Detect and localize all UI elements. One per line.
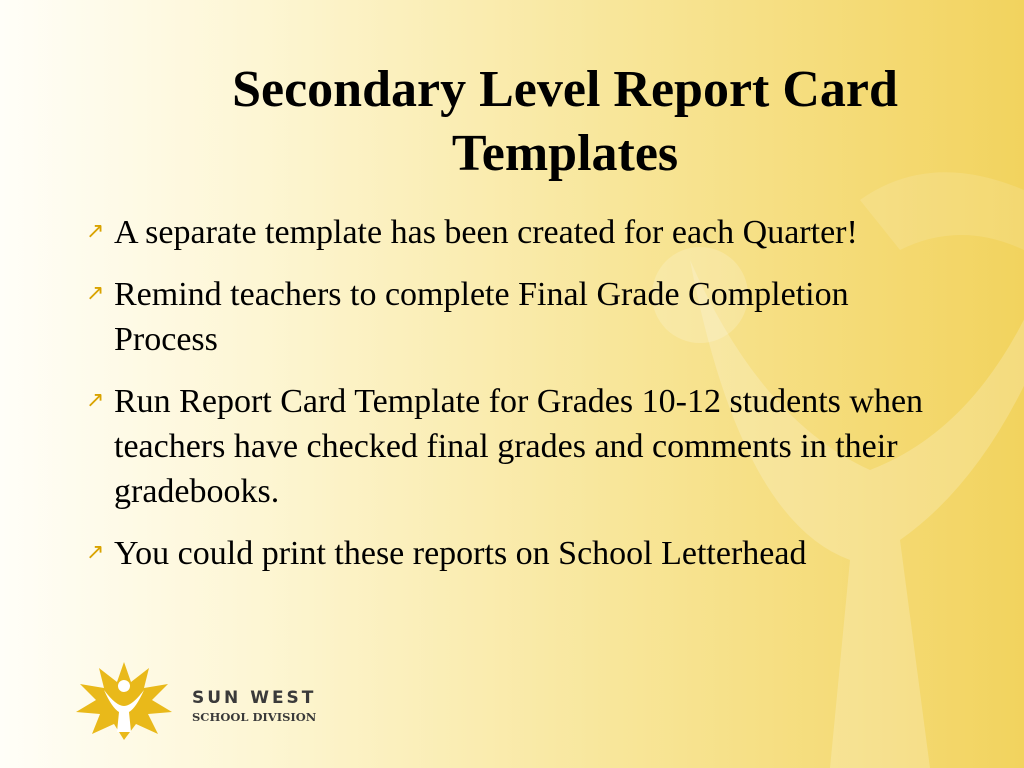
bullet-text: Remind teachers to complete Final Grade Completion Process [114, 276, 849, 358]
bullet-text: A separate template has been created for each Quarter! [114, 214, 858, 251]
sun-west-logo [74, 660, 354, 740]
bullet-list [86, 210, 946, 593]
arrow-northeast-icon: ↗ [86, 281, 105, 306]
arrow-northeast-icon: ↗ [86, 388, 105, 413]
slide-title: Secondary Level Report Card Templates [232, 61, 898, 182]
logo-name: SUN WEST [192, 688, 317, 708]
arrow-northeast-icon: ↗ [86, 219, 105, 244]
bullet-item [86, 531, 946, 576]
logo-subtitle: SCHOOL DIVISION [192, 710, 317, 724]
bullet-item [86, 272, 946, 362]
sun-figure-logo-icon [74, 660, 174, 740]
bullet-item [86, 210, 946, 255]
bullet-text: Run Report Card Template for Grades 10-12 students when teachers have checked final grades and comments in their gradebooks. [114, 383, 924, 510]
arrow-northeast-icon: ↗ [86, 540, 105, 565]
bullet-text: You could print these reports on School Letterhead [114, 535, 807, 572]
bullet-item [86, 379, 946, 514]
